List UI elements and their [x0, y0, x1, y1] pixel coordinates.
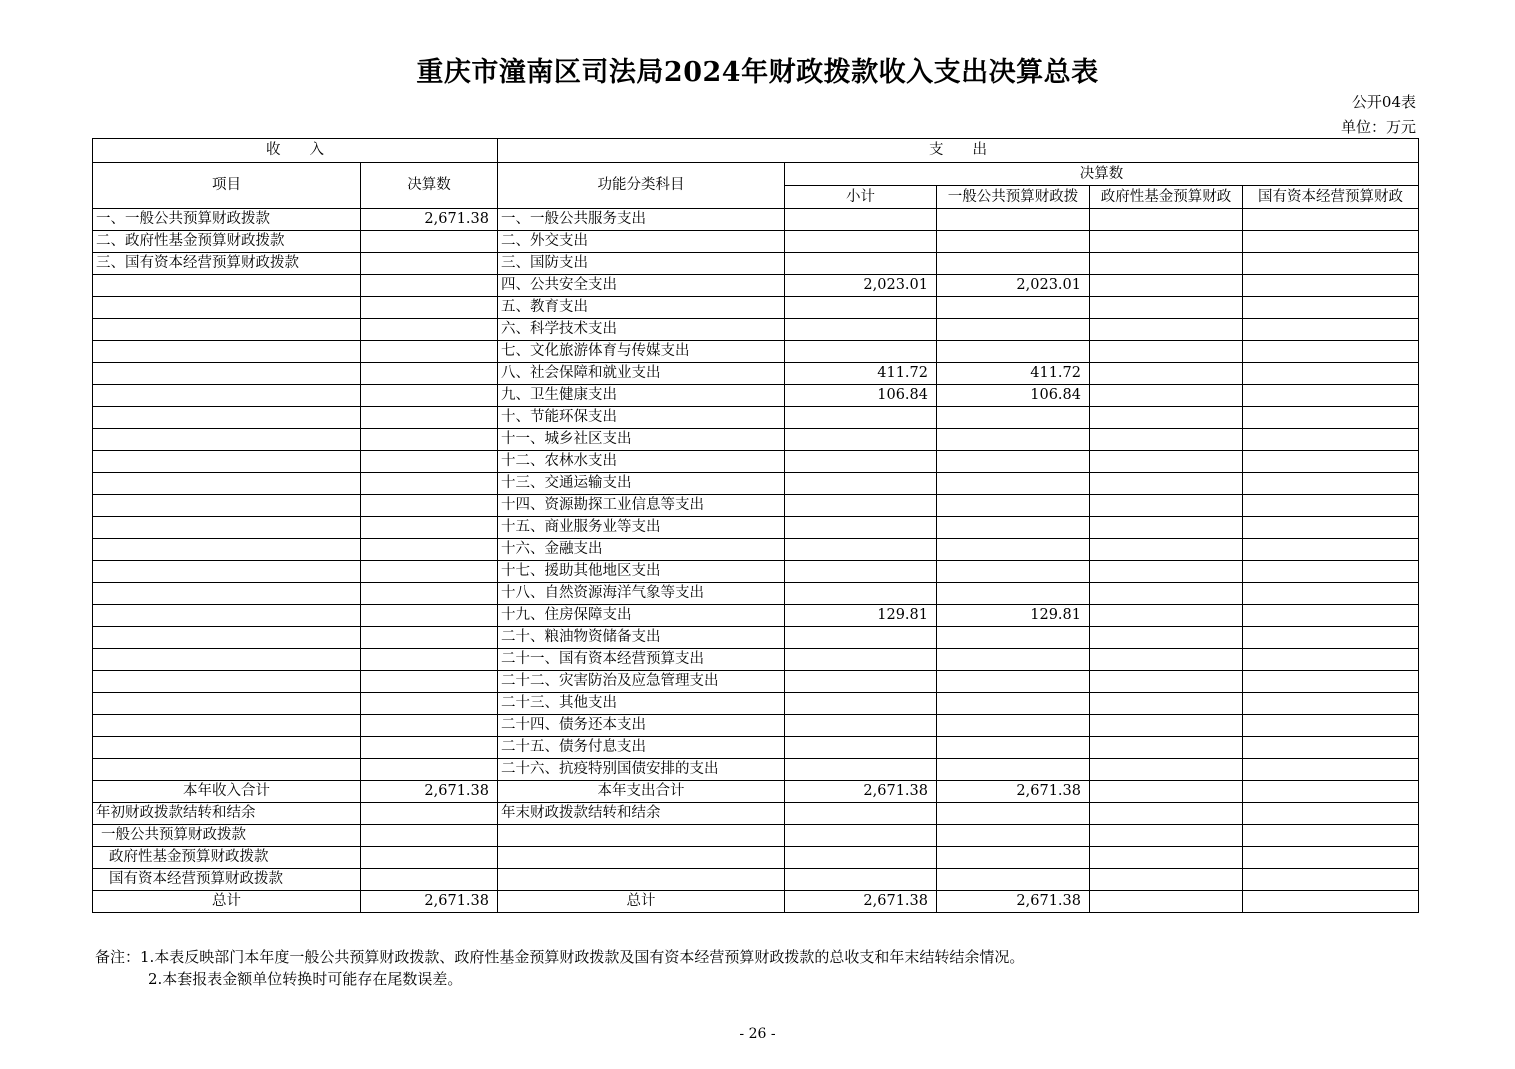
header-row-2 — [93, 163, 1419, 186]
state-capital-cell — [1243, 429, 1419, 451]
subtotal-cell — [785, 517, 937, 539]
income-amount-cell — [361, 231, 498, 253]
subtotal-cell — [785, 759, 937, 781]
expense-item-cell: 二十二、灾害防治及应急管理支出 — [498, 671, 785, 693]
table-row — [93, 693, 1419, 715]
budget-table — [92, 138, 1419, 913]
income-amount-cell — [361, 473, 498, 495]
general-budget-cell: 2,671.38 — [937, 781, 1090, 803]
state-capital-cell — [1243, 561, 1419, 583]
subtotal-cell — [785, 803, 937, 825]
expense-item-cell: 十七、援助其他地区支出 — [498, 561, 785, 583]
subtotal-cell — [785, 693, 937, 715]
income-item-cell — [93, 627, 361, 649]
gov-fund-cell — [1090, 253, 1243, 275]
subtotal-cell — [785, 715, 937, 737]
subtotal-cell — [785, 539, 937, 561]
table-row — [93, 363, 1419, 385]
subtotal-cell — [785, 473, 937, 495]
table-row — [93, 759, 1419, 781]
subtotal-cell — [785, 649, 937, 671]
income-item-cell — [93, 473, 361, 495]
table-row — [93, 495, 1419, 517]
state-capital-cell — [1243, 627, 1419, 649]
expense-item-cell — [498, 869, 785, 891]
income-amount-cell — [361, 319, 498, 341]
general-budget-cell — [937, 319, 1090, 341]
expense-item-cell: 二十六、抗疫特别国债安排的支出 — [498, 759, 785, 781]
general-budget-cell — [937, 737, 1090, 759]
gov-fund-cell — [1090, 583, 1243, 605]
note-2: 2.本套报表金额单位转换时可能存在尾数误差。 — [148, 970, 463, 988]
gov-fund-cell — [1090, 847, 1243, 869]
table-row — [93, 209, 1419, 231]
income-item-cell — [93, 583, 361, 605]
income-amount-cell — [361, 561, 498, 583]
general-budget-cell: 106.84 — [937, 385, 1090, 407]
general-budget-cell — [937, 209, 1090, 231]
income-amount-cell — [361, 605, 498, 627]
income-item-cell — [93, 561, 361, 583]
income-amount-cell — [361, 715, 498, 737]
final-amount-header: 决算数 — [785, 163, 1419, 186]
income-item-cell — [93, 341, 361, 363]
table-row — [93, 649, 1419, 671]
general-budget-cell: 411.72 — [937, 363, 1090, 385]
general-budget-cell — [937, 561, 1090, 583]
expense-item-cell: 七、文化旅游体育与传媒支出 — [498, 341, 785, 363]
state-capital-cell — [1243, 209, 1419, 231]
subtotal-cell — [785, 825, 937, 847]
page-number: - 26 - — [739, 1026, 776, 1042]
state-capital-cell — [1243, 781, 1419, 803]
state-capital-cell — [1243, 693, 1419, 715]
subtotal-cell: 129.81 — [785, 605, 937, 627]
income-item-cell — [93, 693, 361, 715]
income-item-cell: 政府性基金预算财政拨款 — [93, 847, 361, 869]
income-amount-cell — [361, 649, 498, 671]
income-amount-cell — [361, 803, 498, 825]
income-item-cell — [93, 539, 361, 561]
income-item-cell: 本年收入合计 — [93, 781, 361, 803]
income-item-cell: 二、政府性基金预算财政拨款 — [93, 231, 361, 253]
general-budget-cell — [937, 803, 1090, 825]
state-capital-cell — [1243, 319, 1419, 341]
table-row — [93, 517, 1419, 539]
income-item-cell — [93, 737, 361, 759]
state-capital-cell — [1243, 275, 1419, 297]
subtotal-cell — [785, 737, 937, 759]
state-capital-cell — [1243, 803, 1419, 825]
state-capital-cell — [1243, 363, 1419, 385]
gov-fund-cell — [1090, 737, 1243, 759]
income-amount-cell — [361, 517, 498, 539]
income-amount-cell — [361, 825, 498, 847]
gov-fund-header: 政府性基金预算财政 — [1090, 186, 1243, 209]
general-budget-cell: 129.81 — [937, 605, 1090, 627]
general-budget-cell — [937, 715, 1090, 737]
expense-item-cell: 总计 — [498, 891, 785, 913]
subtotal-cell — [785, 209, 937, 231]
general-budget-cell — [937, 495, 1090, 517]
expense-item-cell — [498, 847, 785, 869]
subtotal-cell: 411.72 — [785, 363, 937, 385]
state-capital-cell — [1243, 385, 1419, 407]
income-item-cell — [93, 671, 361, 693]
income-header: 收 入 — [93, 139, 498, 163]
expense-item-cell: 本年支出合计 — [498, 781, 785, 803]
gov-fund-cell — [1090, 451, 1243, 473]
expense-item-cell: 一、一般公共服务支出 — [498, 209, 785, 231]
income-item-cell — [93, 275, 361, 297]
income-item-cell: 总计 — [93, 891, 361, 913]
income-amount-cell — [361, 627, 498, 649]
gov-fund-cell — [1090, 803, 1243, 825]
income-item-cell — [93, 319, 361, 341]
gov-fund-cell — [1090, 209, 1243, 231]
table-row — [93, 605, 1419, 627]
item-header: 项目 — [93, 163, 361, 209]
expense-item-cell — [498, 825, 785, 847]
income-item-cell — [93, 451, 361, 473]
gov-fund-cell — [1090, 517, 1243, 539]
expense-item-cell: 十六、金融支出 — [498, 539, 785, 561]
table-row — [93, 715, 1419, 737]
state-capital-cell — [1243, 231, 1419, 253]
general-budget-cell — [937, 407, 1090, 429]
state-capital-cell — [1243, 473, 1419, 495]
state-capital-header: 国有资本经营预算财政 — [1243, 186, 1419, 209]
state-capital-cell — [1243, 869, 1419, 891]
subtotal-cell — [785, 319, 937, 341]
income-item-cell — [93, 407, 361, 429]
income-item-cell — [93, 297, 361, 319]
table-row — [93, 231, 1419, 253]
general-budget-cell: 2,671.38 — [937, 891, 1090, 913]
income-item-cell — [93, 385, 361, 407]
general-budget-cell — [937, 759, 1090, 781]
expense-item-cell: 二十四、债务还本支出 — [498, 715, 785, 737]
gov-fund-cell — [1090, 495, 1243, 517]
general-budget-cell — [937, 693, 1090, 715]
subtotal-cell — [785, 341, 937, 363]
gov-fund-cell — [1090, 319, 1243, 341]
table-row — [93, 319, 1419, 341]
income-item-cell — [93, 715, 361, 737]
state-capital-cell — [1243, 649, 1419, 671]
subtotal-cell — [785, 253, 937, 275]
income-amount-cell — [361, 297, 498, 319]
income-item-cell: 国有资本经营预算财政拨款 — [93, 869, 361, 891]
gov-fund-cell — [1090, 605, 1243, 627]
expense-item-cell: 十、节能环保支出 — [498, 407, 785, 429]
table-row — [93, 341, 1419, 363]
income-amount-cell: 2,671.38 — [361, 209, 498, 231]
summary-row — [93, 869, 1419, 891]
gov-fund-cell — [1090, 825, 1243, 847]
income-item-cell: 一、一般公共预算财政拨款 — [93, 209, 361, 231]
expense-item-cell: 十五、商业服务业等支出 — [498, 517, 785, 539]
table-row — [93, 253, 1419, 275]
general-budget-cell — [937, 825, 1090, 847]
expense-item-cell: 十四、资源勘探工业信息等支出 — [498, 495, 785, 517]
gov-fund-cell — [1090, 429, 1243, 451]
income-amount-cell — [361, 869, 498, 891]
subtotal-cell — [785, 561, 937, 583]
income-item-cell: 三、国有资本经营预算财政拨款 — [93, 253, 361, 275]
general-budget-cell — [937, 671, 1090, 693]
general-budget-cell — [937, 297, 1090, 319]
table-row — [93, 451, 1419, 473]
expense-item-cell: 八、社会保障和就业支出 — [498, 363, 785, 385]
subtotal-cell — [785, 297, 937, 319]
table-row — [93, 583, 1419, 605]
subtotal-cell — [785, 231, 937, 253]
gov-fund-cell — [1090, 759, 1243, 781]
gov-fund-cell — [1090, 693, 1243, 715]
gov-fund-cell — [1090, 561, 1243, 583]
subtotal-cell: 2,671.38 — [785, 891, 937, 913]
notes — [95, 946, 1024, 990]
table-row — [93, 737, 1419, 759]
gov-fund-cell — [1090, 671, 1243, 693]
gov-fund-cell — [1090, 627, 1243, 649]
general-budget-cell: 2,023.01 — [937, 275, 1090, 297]
income-item-cell — [93, 429, 361, 451]
state-capital-cell — [1243, 891, 1419, 913]
gov-fund-cell — [1090, 363, 1243, 385]
state-capital-cell — [1243, 297, 1419, 319]
expense-item-cell: 十三、交通运输支出 — [498, 473, 785, 495]
state-capital-cell — [1243, 495, 1419, 517]
state-capital-cell — [1243, 737, 1419, 759]
subtotal-cell: 2,671.38 — [785, 781, 937, 803]
table-row — [93, 385, 1419, 407]
gov-fund-cell — [1090, 715, 1243, 737]
subtotal-cell — [785, 495, 937, 517]
table-row — [93, 671, 1419, 693]
table-row — [93, 429, 1419, 451]
general-budget-cell — [937, 649, 1090, 671]
general-budget-cell — [937, 429, 1090, 451]
income-amount-cell — [361, 275, 498, 297]
income-amount-cell — [361, 671, 498, 693]
subtotal-cell — [785, 671, 937, 693]
state-capital-cell — [1243, 847, 1419, 869]
state-capital-cell — [1243, 605, 1419, 627]
general-budget-cell — [937, 539, 1090, 561]
subtotal-cell — [785, 429, 937, 451]
income-amount-cell — [361, 363, 498, 385]
subtotal-cell — [785, 451, 937, 473]
general-budget-cell — [937, 583, 1090, 605]
subtotal-cell — [785, 407, 937, 429]
general-budget-header: 一般公共预算财政拨 — [937, 186, 1090, 209]
gov-fund-cell — [1090, 407, 1243, 429]
summary-row — [93, 847, 1419, 869]
income-item-cell: 年初财政拨款结转和结余 — [93, 803, 361, 825]
state-capital-cell — [1243, 451, 1419, 473]
note-1: 备注：1.本表反映部门本年度一般公共预算财政拨款、政府性基金预算财政拨款及国有资本经营预算财政拨款的总收支和年末结转结余情况。 — [95, 948, 1025, 966]
income-amount-cell — [361, 495, 498, 517]
subtotal-header: 小计 — [785, 186, 937, 209]
gov-fund-cell — [1090, 781, 1243, 803]
general-budget-cell — [937, 253, 1090, 275]
gov-fund-cell — [1090, 649, 1243, 671]
gov-fund-cell — [1090, 385, 1243, 407]
income-amount-cell — [361, 539, 498, 561]
table-row — [93, 297, 1419, 319]
table-row — [93, 473, 1419, 495]
subtotal-cell — [785, 847, 937, 869]
income-amount-cell — [361, 341, 498, 363]
income-item-cell — [93, 605, 361, 627]
income-amount-cell — [361, 407, 498, 429]
state-capital-cell — [1243, 539, 1419, 561]
income-item-cell — [93, 649, 361, 671]
summary-row — [93, 891, 1419, 913]
gov-fund-cell — [1090, 297, 1243, 319]
general-budget-cell — [937, 341, 1090, 363]
income-amount-cell — [361, 253, 498, 275]
income-amount-cell — [361, 759, 498, 781]
subtotal-cell — [785, 583, 937, 605]
income-amount-cell — [361, 451, 498, 473]
header-row-1 — [93, 139, 1419, 163]
income-item-cell: 一般公共预算财政拨款 — [93, 825, 361, 847]
table-row — [93, 407, 1419, 429]
expense-item-cell: 十二、农林水支出 — [498, 451, 785, 473]
gov-fund-cell — [1090, 341, 1243, 363]
gov-fund-cell — [1090, 231, 1243, 253]
func-subject-header: 功能分类科目 — [498, 163, 785, 209]
unit-label: 单位：万元 — [1340, 118, 1416, 136]
state-capital-cell — [1243, 253, 1419, 275]
general-budget-cell — [937, 451, 1090, 473]
page-title: 重庆市潼南区司法局2024年财政拨款收入支出决算总表 — [416, 57, 1099, 88]
expense-item-cell: 三、国防支出 — [498, 253, 785, 275]
expense-item-cell: 年末财政拨款结转和结余 — [498, 803, 785, 825]
subtotal-cell: 2,023.01 — [785, 275, 937, 297]
income-amount-cell — [361, 583, 498, 605]
income-amount-cell: 2,671.38 — [361, 891, 498, 913]
general-budget-cell — [937, 847, 1090, 869]
gov-fund-cell — [1090, 473, 1243, 495]
subtotal-cell — [785, 627, 937, 649]
gov-fund-cell — [1090, 891, 1243, 913]
expense-item-cell: 二十一、国有资本经营预算支出 — [498, 649, 785, 671]
state-capital-cell — [1243, 583, 1419, 605]
summary-row — [93, 803, 1419, 825]
general-budget-cell — [937, 517, 1090, 539]
general-budget-cell — [937, 473, 1090, 495]
expense-item-cell: 六、科学技术支出 — [498, 319, 785, 341]
subtotal-cell — [785, 869, 937, 891]
expense-item-cell: 五、教育支出 — [498, 297, 785, 319]
income-amount-cell — [361, 429, 498, 451]
state-capital-cell — [1243, 341, 1419, 363]
expense-item-cell: 十一、城乡社区支出 — [498, 429, 785, 451]
general-budget-cell — [937, 869, 1090, 891]
state-capital-cell — [1243, 759, 1419, 781]
income-item-cell — [93, 517, 361, 539]
table-row — [93, 275, 1419, 297]
general-budget-cell — [937, 627, 1090, 649]
income-item-cell — [93, 759, 361, 781]
table-code: 公开04表 — [1351, 93, 1416, 111]
state-capital-cell — [1243, 671, 1419, 693]
table-row — [93, 627, 1419, 649]
expense-item-cell: 二十五、债务付息支出 — [498, 737, 785, 759]
income-amount-cell — [361, 737, 498, 759]
gov-fund-cell — [1090, 869, 1243, 891]
income-item-cell — [93, 363, 361, 385]
expense-header: 支 出 — [498, 139, 1419, 163]
state-capital-cell — [1243, 407, 1419, 429]
general-budget-cell — [937, 231, 1090, 253]
income-amount-cell: 2,671.38 — [361, 781, 498, 803]
gov-fund-cell — [1090, 275, 1243, 297]
table-row — [93, 561, 1419, 583]
expense-item-cell: 二、外交支出 — [498, 231, 785, 253]
expense-item-cell: 二十三、其他支出 — [498, 693, 785, 715]
state-capital-cell — [1243, 825, 1419, 847]
state-capital-cell — [1243, 715, 1419, 737]
state-capital-cell — [1243, 517, 1419, 539]
expense-item-cell: 十九、住房保障支出 — [498, 605, 785, 627]
income-item-cell — [93, 495, 361, 517]
income-amount-cell — [361, 847, 498, 869]
subtotal-cell: 106.84 — [785, 385, 937, 407]
expense-item-cell: 九、卫生健康支出 — [498, 385, 785, 407]
gov-fund-cell — [1090, 539, 1243, 561]
income-amount-cell — [361, 693, 498, 715]
expense-item-cell: 四、公共安全支出 — [498, 275, 785, 297]
expense-item-cell: 十八、自然资源海洋气象等支出 — [498, 583, 785, 605]
expense-item-cell: 二十、粮油物资储备支出 — [498, 627, 785, 649]
table-row — [93, 539, 1419, 561]
amount-header: 决算数 — [361, 163, 498, 209]
income-amount-cell — [361, 385, 498, 407]
summary-row — [93, 781, 1419, 803]
summary-row — [93, 825, 1419, 847]
